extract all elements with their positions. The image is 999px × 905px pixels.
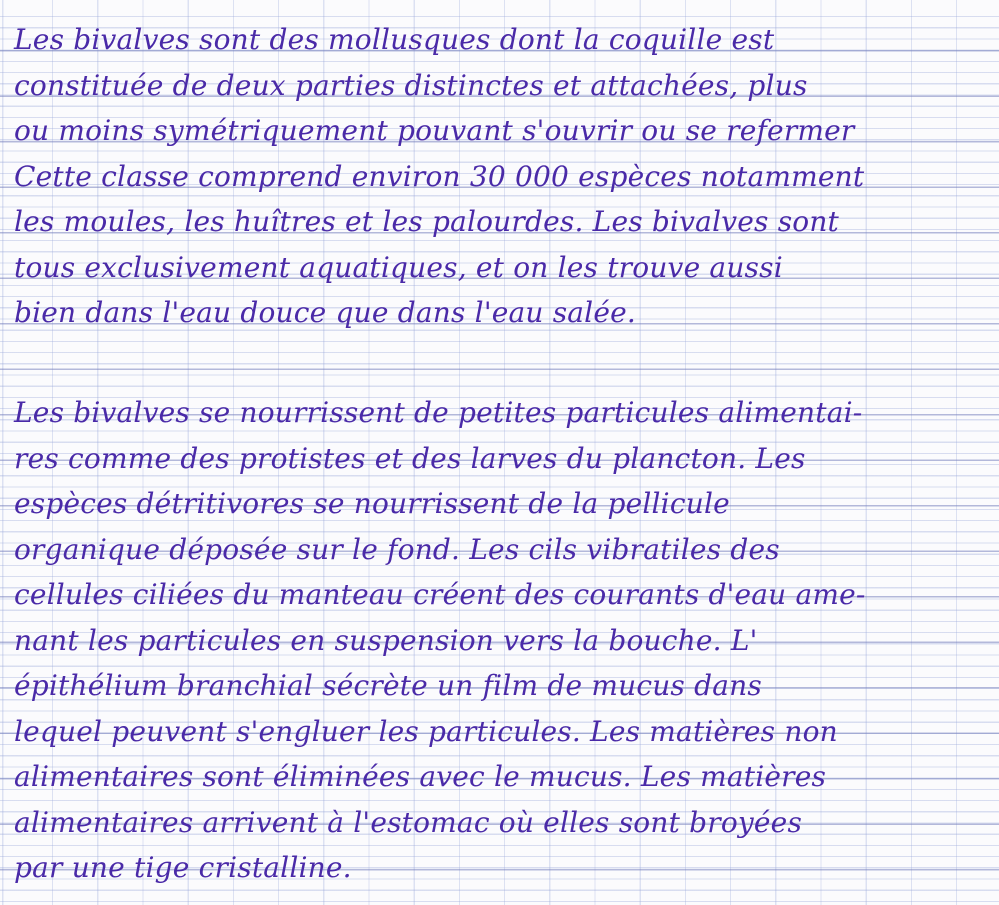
text-line: constituée de deux parties distinctes et attachées, plus [14, 68, 808, 102]
text-line: cellules ciliées du manteau créent des courants d'eau ame- [14, 578, 866, 611]
text-line: les moules, les huîtres et les palourdes. Les bivalves sont [14, 205, 840, 238]
text-line: res comme des protistes et des larves du plancton. Les [14, 441, 806, 475]
text-line: organique déposée sur le fond. Les cils vibratiles des [14, 532, 780, 566]
text-line: alimentaires sont éliminées avec le mucus. Les matières [14, 760, 827, 793]
paragraph-1 [14, 17, 995, 336]
text-line: Cette classe comprend environ 30 000 espèces notamment [14, 159, 865, 193]
text-line: bien dans l'eau douce que dans l'eau salée. [14, 296, 636, 329]
text-line: nant les particules en suspension vers la bouche. L' [14, 623, 758, 657]
text-line: tous exclusivement aquatiques, et on les trouve aussi [14, 250, 783, 284]
text-line: épithélium branchial sécrète un film de mucus dans [14, 669, 762, 702]
text-line: espèces détritivores se nourrissent de la pellicule [14, 487, 730, 520]
text-line: alimentaires arrivent à l'estomac où elles sont broyées [14, 805, 803, 839]
paragraph-2 [14, 390, 995, 891]
text-line: Les bivalves se nourrissent de petites particules alimentai- [14, 396, 863, 429]
text-line: Les bivalves sont des mollusques dont la coquille est [14, 23, 775, 56]
text-line: par une tige cristalline. [14, 851, 352, 884]
text-line: ou moins symétriquement pouvant s'ouvrir ou se refermer [14, 114, 855, 147]
text-line: lequel peuvent s'engluer les particules. Les matières non [14, 714, 838, 748]
